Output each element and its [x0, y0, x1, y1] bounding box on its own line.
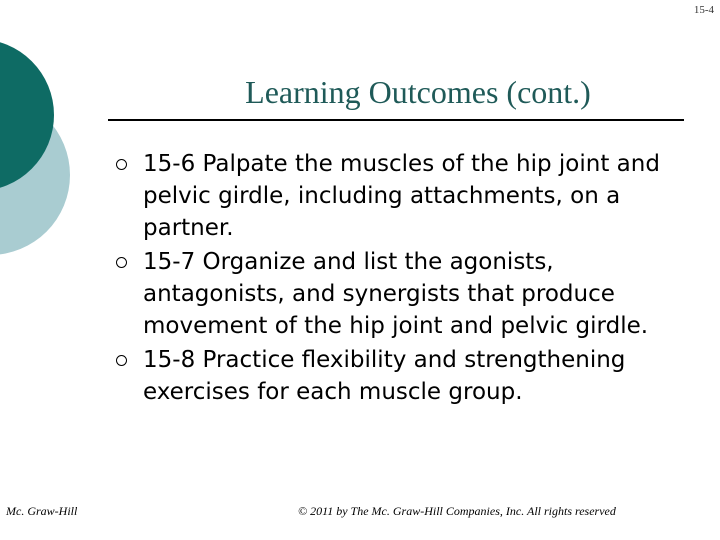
publisher-footer: Mc. Graw-Hill — [6, 504, 78, 518]
bullet-text: 15-8 Practice flexibility and strengthening exercises for each muscle group. — [143, 347, 626, 405]
bullet-item — [116, 148, 696, 244]
decorative-circles — [0, 0, 110, 320]
bullet-text: 15-7 Organize and list the agonists, antagonists, and synergists that produce movement of the hip joint and pelvic girdle. — [143, 249, 649, 339]
bullet-item — [116, 246, 696, 342]
circle-bullet-icon — [116, 355, 127, 366]
bullet-text: 15-6 Palpate the muscles of the hip joint and pelvic girdle, including attachments, on a partner. — [143, 151, 660, 241]
slide-title: Learning Outcomes (cont.) — [245, 74, 591, 110]
circle-bullet-icon — [116, 257, 127, 268]
circle-bullet-icon — [116, 159, 127, 170]
title-divider — [108, 119, 684, 121]
slide-number: 15-4 — [693, 4, 714, 16]
bullet-item — [116, 344, 696, 408]
bullet-list — [116, 148, 696, 410]
copyright-footer: © 2011 by The Mc. Graw-Hill Companies, Inc. All rights reserved — [298, 504, 616, 518]
